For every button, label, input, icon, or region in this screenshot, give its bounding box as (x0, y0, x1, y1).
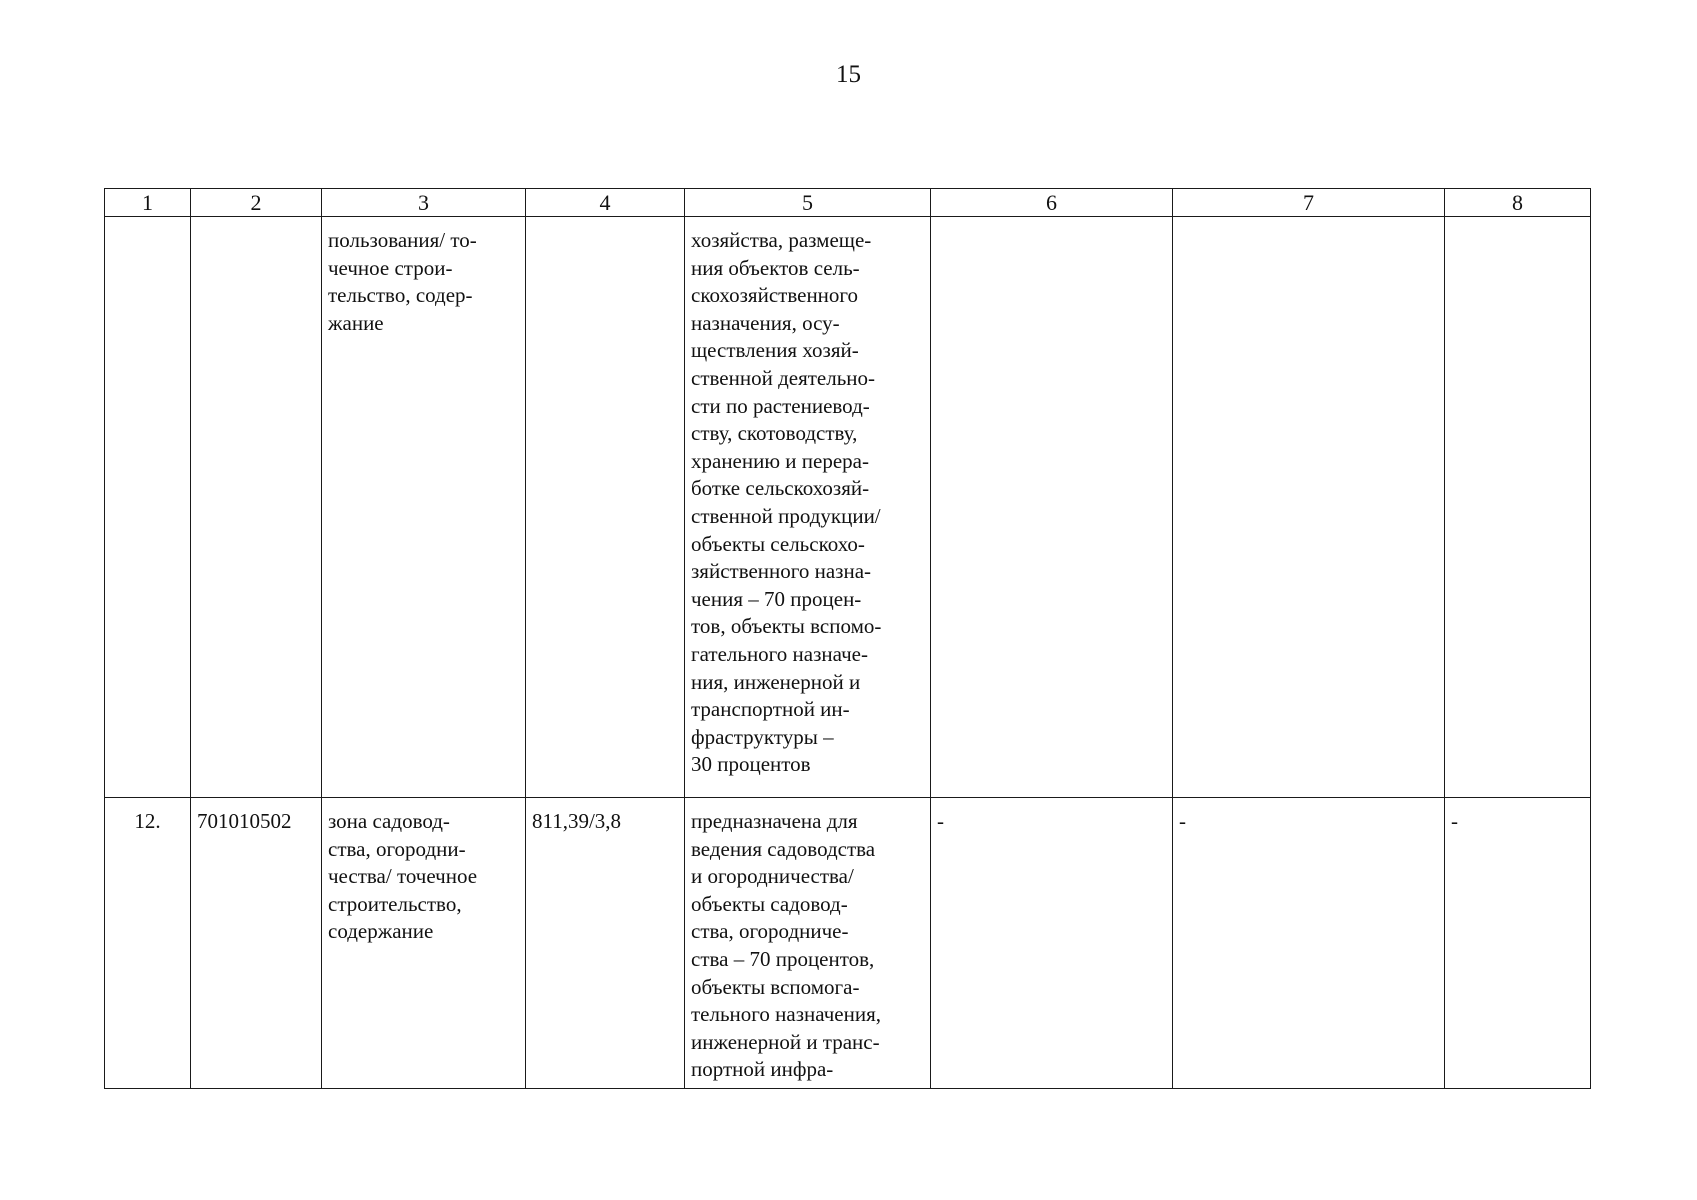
table-cell (685, 798, 931, 1089)
table-cell (931, 798, 1173, 1089)
table-row (105, 217, 1591, 798)
cell-text: - (1179, 809, 1186, 833)
zone-name: зона садовод- ства, огородни- чества/ точечное строительство, содержание (328, 809, 478, 944)
zone-code: 701010502 (197, 809, 292, 833)
column-header: 2 (191, 189, 322, 217)
table-cell (526, 217, 685, 798)
cell-text: хозяйства, размеще- ния объектов сель- скохозяйственного назначения, осу- ществления хозяй- ственной деятельно- сти по растениевод- ству, скотоводству, хранению и перера- ботке сельскохозяй- ственной продукции/ объекты сельскохо- зяйственного назна- чения – 70 процен- тов, объекты вспомо- гательного назначе- ния, инженерной и транспортной ин- фраструктуры – 30 процентов (691, 228, 882, 777)
column-header: 3 (322, 189, 526, 217)
table-row (105, 798, 1591, 1089)
table-cell (1445, 217, 1591, 798)
table-cell (105, 798, 191, 1089)
table-cell (685, 217, 931, 798)
cell-text: пользования/ то- чечное строи- тельство, содер- жание (328, 228, 477, 335)
column-header: 5 (685, 189, 931, 217)
column-header: 1 (105, 189, 191, 217)
table-header-row (105, 189, 1591, 217)
table-cell (1173, 798, 1445, 1089)
table-cell (1173, 217, 1445, 798)
table-cell (1445, 798, 1591, 1089)
row-number: 12. (134, 809, 161, 833)
column-header: 6 (931, 189, 1173, 217)
cell-text: - (1451, 809, 1458, 833)
column-header: 7 (1173, 189, 1445, 217)
page-number: 15 (836, 61, 861, 88)
table-cell (191, 798, 322, 1089)
table-cell (322, 217, 526, 798)
table-cell (191, 217, 322, 798)
zone-area: 811,39/3,8 (532, 809, 622, 833)
cell-text: - (937, 809, 944, 833)
zones-table (104, 188, 1591, 1089)
column-header: 4 (526, 189, 685, 217)
table-cell (105, 217, 191, 798)
table-cell (931, 217, 1173, 798)
zone-purpose: предназначена для ведения садоводства и огородничества/ объекты садовод- ства, огородниче- ства – 70 процентов, объекты вспомога- тельного назначения, инженерной и транс- портной инфра- (691, 809, 881, 1082)
table-cell (322, 798, 526, 1089)
column-header: 8 (1445, 189, 1591, 217)
table-cell (526, 798, 685, 1089)
